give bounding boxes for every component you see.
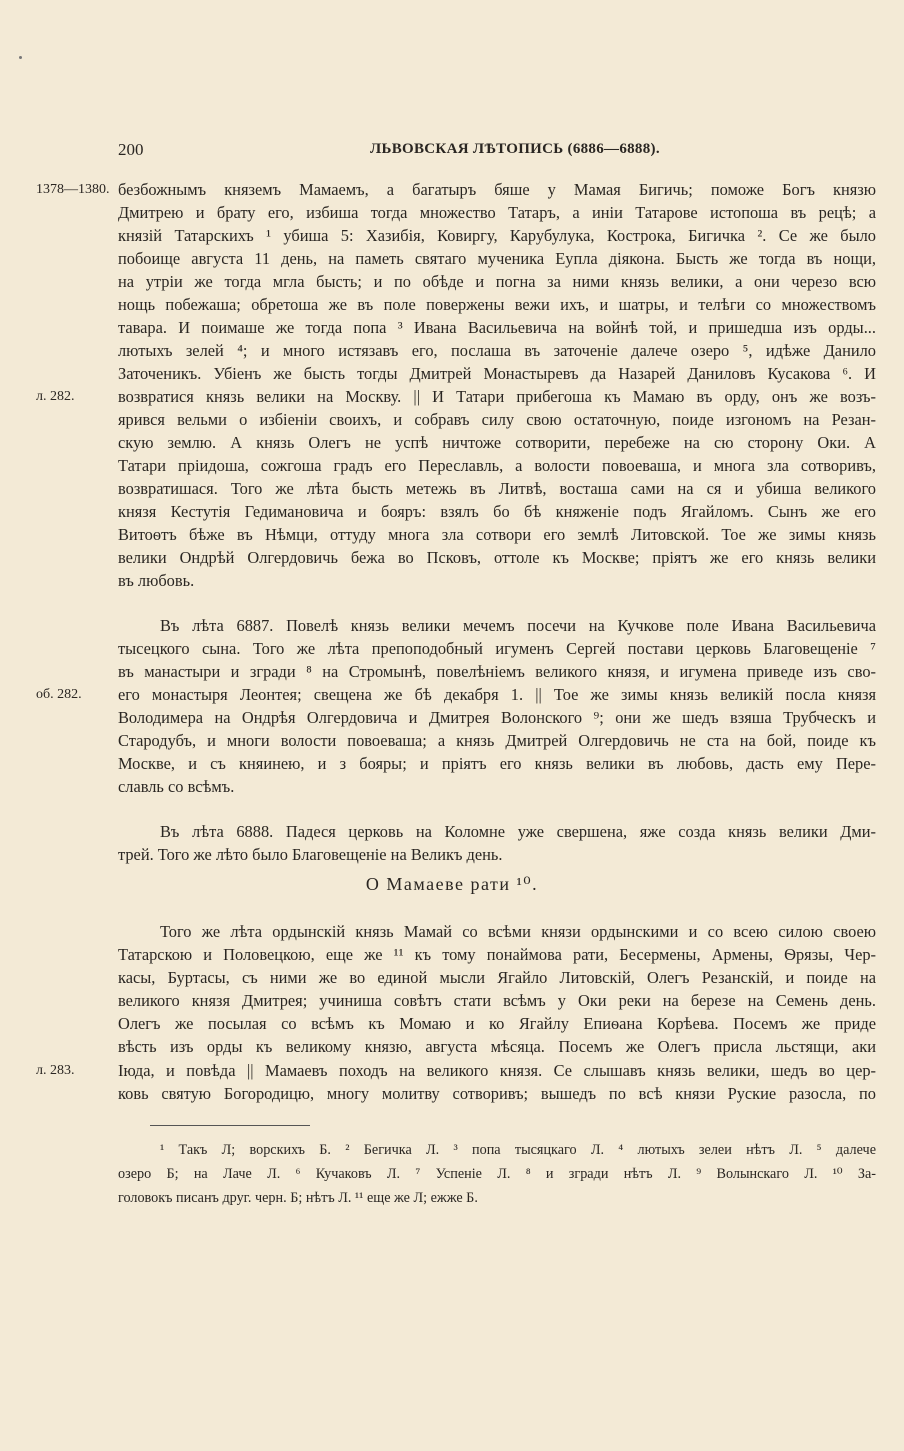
text-line: Олегъ же посылая со всѣмъ къ Момаю и ко Ягайлу Епиѳана Корѣева. Посемъ же приде	[118, 1014, 876, 1033]
text-line: тавара. И поимаше же тогда попа ³ Ивана Васильевича на войнѣ той, и пришедша изъ орды...	[118, 318, 876, 337]
text-line: побоище августа 11 день, на паметь святаго мученика Еупла діякона. Бысть же тогда въ нощи,	[118, 249, 876, 268]
margin-note-verso: об. 282.	[36, 687, 82, 702]
text-line: велики Ондрѣй Олгердовичь бежа во Псковъ, оттоле къ Москве; пріятъ же его князь велики	[118, 548, 876, 567]
text-line: его монастыря Леонтея; свещена же бѣ декабря 1. || Тое же зимы князь великій посла князя	[118, 685, 876, 704]
text-line: въ любовь.	[118, 571, 195, 590]
text-line: князій Татарскихъ ¹ убиша 5: Хазибія, Ковиргу, Карубулука, Кострока, Бигичка ². Се же было	[118, 226, 876, 245]
text-line: возвратися князь велики на Москву. || И Татари прибегоша къ Мамаю въ орду, онъ же возъ-	[118, 387, 876, 406]
margin-note-leaf: л. 283.	[36, 1063, 75, 1078]
page-speck	[19, 56, 22, 59]
text-line: лютыхъ зелей ⁴; и много истязавъ его, послаша въ заточеніе далече озеро ⁵, идѣже Данило	[118, 341, 876, 360]
text-line: Володимера на Ондрѣя Олгердовича и Дмитрея Волонского ⁹; они же шедъ взяша Трубческъ и	[118, 708, 876, 727]
text-line: вѣсть изъ орды къ великому князю, августа мѣсяца. Посемъ же Олегъ присла льстящи, аки	[118, 1037, 876, 1056]
text-line: безбожнымъ княземъ Мамаемъ, а багатыръ бяше у Мамая Бигичь; поможе Богъ князю	[118, 180, 876, 199]
section-heading: О Мамаеве рати ¹⁰.	[365, 874, 539, 894]
text-line: касы, Буртасы, съ ними же во единой мысли Ягайло Литовскій, Олегъ Резанскій, и поиде на	[118, 968, 876, 987]
footnote-line: головокъ писанъ друг. черн. Б; нѣтъ Л. ¹¹ еще же Л; ежже Б.	[118, 1190, 478, 1206]
text-line: Въ лѣта 6887. Повелѣ князь велики мечемъ посечи на Кучкове поле Ивана Васильевича	[160, 616, 876, 635]
text-line: Іюда, и повѣда || Мамаевъ походъ на великого князя. Се слышавъ князь велики, шедъ во цер-	[118, 1061, 876, 1080]
margin-note-years: 1378—1380.	[36, 182, 110, 197]
text-line: Татарскою и Половецкою, еще же ¹¹ къ тому понаймова рати, Бесермены, Армены, Ѳрязы, Чер-	[118, 945, 876, 964]
page-number: 200	[118, 140, 144, 159]
text-line: славль со всѣмъ.	[118, 777, 235, 796]
text-line: князя Кестутія Гедимановича и бояръ: взялъ бо бѣ княженіе подъ Ягайломъ. Сынъ же его	[118, 502, 876, 521]
running-title: ЛЬВОВСКАЯ ЛѢТОПИСЬ (6886—6888).	[370, 141, 660, 157]
text-line: Заточеникъ. Убіенъ же бысть тогды Дмитрей Монастыревъ да Назарей Даниловъ Кусакова ⁶. И	[118, 364, 876, 383]
text-line: тысецкого сына. Того же лѣта препоподобный игуменъ Сергей постави церковь Благовещеніе ⁷	[118, 639, 876, 658]
text-line: Витоѳтъ бѣже въ Нѣмци, оттуду многа зла сотвори его землѣ Литовской. Тое же зимы князь	[118, 525, 876, 544]
text-line: въ манастыри и згради ⁸ на Стромынѣ, повелѣніемъ великого князя, и игумена приведе изъ сво-	[118, 662, 876, 681]
text-line: трей. Того же лѣто было Благовещеніе на Великъ день.	[118, 845, 503, 864]
margin-note-leaf: л. 282.	[36, 389, 75, 404]
footnote-line: озеро Б; на Лаче Л. ⁶ Кучаковъ Л. ⁷ Успеніе Л. ⁸ и згради нѣтъ Л. ⁹ Волынскаго Л. ¹⁰ За-	[118, 1166, 876, 1182]
text-line: Того же лѣта ордынскій князь Мамай со всѣми князи ордынскими и со всею силою своею	[160, 922, 876, 941]
text-line: великого князя Дмитрея; учиниша совѣтъ стати всѣмъ у Оки реки на березе на Семень день.	[118, 991, 876, 1010]
text-line: возвратишася. Того же лѣта бысть метежь въ Литвѣ, восташа сами на ся и убиша великого	[118, 479, 876, 498]
text-line: Дмитрею и брату его, избиша тогда множество Татаръ, а иніи Татарове истопоша въ рецѣ; а	[118, 203, 876, 222]
page-header	[118, 140, 878, 164]
text-line: скую землю. А князь Олегъ не успѣ ничтоже сотворити, перебеже на сю сторону Оки. А	[118, 433, 876, 452]
footnote-divider	[150, 1125, 310, 1126]
text-line: Въ лѣта 6888. Падеся церковь на Коломне уже свершена, яже созда князь велики Дми-	[160, 822, 876, 841]
text-line: ковь святую Богородицю, многу молитву сотворивъ; вышедъ по всѣ князи Руские разосла, по	[118, 1084, 876, 1103]
text-line: на утріи же тогда мгла бысть; и по обѣде и погна за ними князь велики, а они черезо всю	[118, 272, 876, 291]
text-line: нощь побежаша; обретоша же въ поле повержены вежи ихъ, и шатры, и телѣги со множествомъ	[118, 295, 876, 314]
text-line: Москве, и съ княинею, и з бояры; и пріятъ его князь велики въ любовь, дасть ему Пере-	[118, 754, 876, 773]
footnote-line: ¹ Такъ Л; ворскихъ Б. ² Бегичка Л. ³ попа тысяцкаго Л. ⁴ лютыхъ зелеи нѣтъ Л. ⁵ далече	[160, 1142, 876, 1158]
text-line: Татари пріидоша, сожгоша градъ его Переславль, а волости повоеваша, и многа зла сотворивъ,	[118, 456, 876, 475]
text-line: Стародубъ, и многи волости повоеваша; а князь Дмитрей Олгердовичь не ста на бой, поиде къ	[118, 731, 876, 750]
text-line: ярився вельми о избіеніи своихъ, и собравъ силу свою остаточную, поиде изгономъ на Резан-	[118, 410, 876, 429]
